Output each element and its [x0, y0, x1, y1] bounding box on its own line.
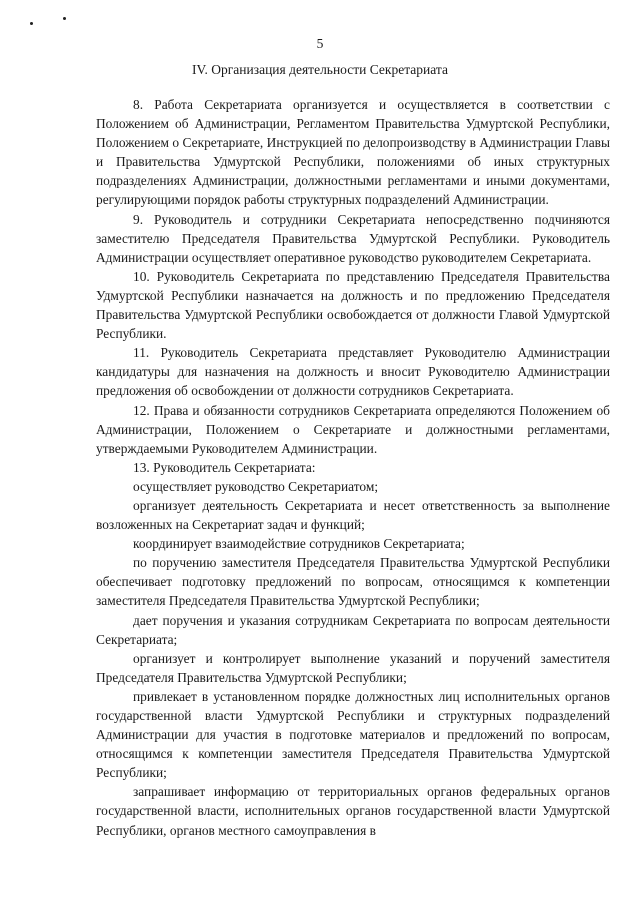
paragraph-12: 12. Права и обязанности сотрудников Секретариата определяются Положением об Администрации, Положением о Секретариате и должностными регламентами, утверждаемыми Руководителем Администрации.: [96, 402, 610, 456]
paragraph-11: 11. Руководитель Секретариата представляет Руководителю Администрации кандидатуры для назначения на должность и вносит Руководителю Администрации предложения об освобождении от должности сотрудников Секретариата.: [96, 345, 610, 399]
page-number: 5: [316, 36, 324, 51]
paragraph-9: 9. Руководитель и сотрудники Секретариата непосредственно подчиняются заместителю Председателя Правительства Удмуртской Республики. Руководитель Администрации осуществляет оперативное руководство руководителем Секретариата.: [96, 211, 610, 265]
section-heading: IV. Организация деятельности Секретариата: [192, 62, 448, 77]
duty-item: по поручению заместителя Председателя Правительства Удмуртской Республики обеспечивает подготовку предложений по вопросам, относящимся к компетенции заместителя Председателя Правительства Удмуртской Республики;: [96, 555, 610, 609]
scan-speck: [63, 17, 66, 20]
duty-item: осуществляет руководство Секретариатом;: [133, 478, 379, 494]
document-body: [96, 95, 610, 840]
duty-item: привлекает в установленном порядке должностных лиц исполнительных органов государственной власти Удмуртской Республики и структурных подразделений Администрации для участия в подготовке материалов и предложений по вопросам, относящимся к компетенции заместителя Председателя Правительства Удмуртской Республики;: [96, 688, 610, 781]
duty-item: запрашивает информацию от территориальных органов федеральных органов государственной власти, исполнительных органов государственной власти Удмуртской Республики, органов местного самоуправления в: [96, 784, 610, 838]
duty-item: координирует взаимодействие сотрудников Секретариата;: [133, 536, 465, 552]
duty-item: дает поручения и указания сотрудникам Секретариата по вопросам деятельности Секретариата;: [96, 612, 610, 647]
paragraph-13-heading: 13. Руководитель Секретариата:: [133, 459, 316, 475]
paragraph-10: 10. Руководитель Секретариата по представлению Председателя Правительства Удмуртской Республики назначается на должность и по предложению Председателя Правительства Удмуртской Республики освобождается от должности Главой Удмуртской Республики.: [96, 268, 610, 342]
paragraph-8: 8. Работа Секретариата организуется и осуществляется в соответствии с Положением об Администрации, Регламентом Правительства Удмуртской Республики, Положением о Секретариате, Инструкцией по делопроизводству в Администрации Главы и Правительства Удмуртской Республики, положениями об иных структурных подразделениях Администрации, должностными регламентами и иными документами, регулирующими порядок работы структурных подразделений Администрации.: [96, 97, 610, 208]
duty-item: организует и контролирует выполнение указаний и поручений заместителя Председателя Правительства Удмуртской Республики;: [96, 650, 610, 685]
scan-speck: [30, 22, 33, 25]
duty-item: организует деятельность Секретариата и несет ответственность за выполнение возложенных на Секретариат задач и функций;: [96, 497, 610, 533]
